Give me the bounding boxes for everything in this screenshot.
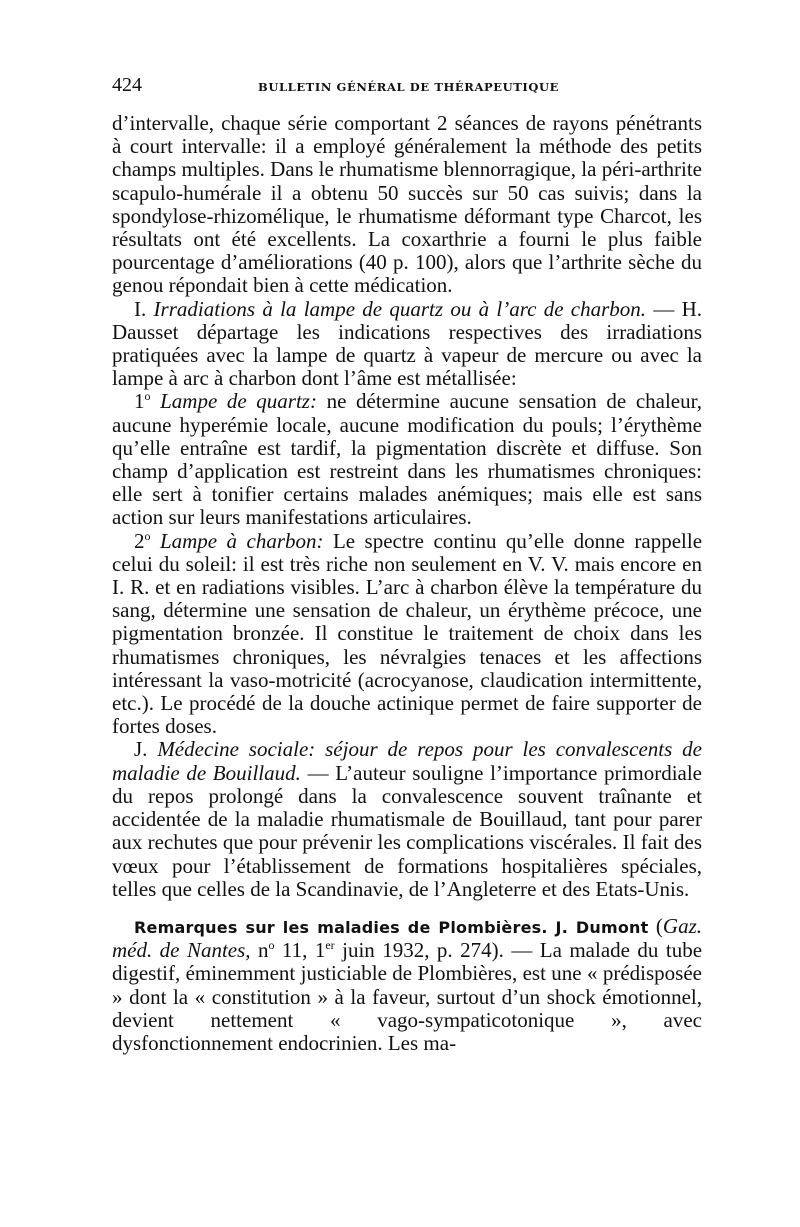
section-text: — H. Dausset départage les indications respectives des irradiations pratiquées avec la lampe de quartz à vapeur de mercure ou avec la lampe à arc à charbon dont l’âme est métallisée: [112, 296, 703, 391]
item-number-superscript: o [144, 389, 151, 404]
article-text: — La malade du tube digestif, éminemment justiciable de Plombières, est une « prédisposée » dont la « constitution » à la faveur, surtout d’un shock émotionnel, devient nettement « vago-sympaticotonique », avec dysfonctionnement endocrinien. Les ma- [112, 938, 703, 1055]
item-text: ne détermine aucune sensation de chaleur, aucune hyperémie locale, aucune modification du pouls; l’érythème qu’elle entraîne est tardif, la pigmentation discrète et diffuse. Son champ d’application est restreint dans les rhumatismes chroniques: elle sert à tonifier certains malades anémiques; mais elle est sans action sur leurs manifestations articulaires. [112, 389, 703, 530]
paragraph-text: d’intervalle, chaque série comportant 2 séances de rayons pénétrants à court intervalle: il a employé généralement la méthode des petits champs multiples. Dans le rhumatisme blennorragique, la péri-arthrite scapulo-humérale il a obtenu 50 succès sur 50 cas suivis; dans la spondylose-rhizomélique, le rhumatisme déformant type Charcot, les résultats ont été excellents. La coxarthrie a fourni le plus faible pourcentage d’améliorations (40 p. 100), alors que l’arthrite sèche du genou répondait bien à cette médication. [112, 111, 702, 298]
page-number: 424 [112, 74, 142, 96]
item-number: 1 [134, 389, 145, 414]
item-carbon-lamp [112, 530, 702, 739]
citation-date-superscript: er [325, 938, 335, 953]
citation-paren: ( [655, 913, 663, 938]
item-number-superscript: o [144, 528, 151, 543]
item-label: Lampe à charbon: [159, 528, 324, 553]
section-text: — L’auteur souligne l’importance primordiale du repos prolongé dans la convalescence souvent traînante et accidentée de la maladie rhumatismale de Bouillaud, tant pour parer aux rechutes que pour prévenir les complications viscérales. Il fait des vœux pour l’établissement de formations hospitalières spéciales, telles que celles de la Scandinavie, de l’Angleterre et des Etats-Unis. [112, 760, 703, 901]
section-heading: Irradiations à la lampe de quartz ou à l’arc de charbon. [153, 296, 647, 321]
citation-number-superscript: o [268, 938, 275, 953]
citation-date: juin 1932, p. 274). [334, 938, 504, 963]
item-text: Le spectre continu qu’elle donne rappelle celui du soleil: il est très riche non seulement en V. V. mais encore en I. R. et en radiations visibles. L’arc à charbon élève la température du sang, détermine une sensation de chaleur, un érythème précoce, une pigmentation bronzée. Il constitue le traitement de choix dans les rhumatismes chroniques, les névralgies tenaces et les affections intéressant la vaso-motricité (acrocyanose, claudication intermittente, etc.). Le procédé de la douche actinique permet de faire supporter de fortes doses. [112, 528, 703, 739]
article-plombieres [112, 915, 702, 1055]
running-head [112, 74, 702, 98]
article-title: Remarques sur les maladies de Plombières. J. Dumont [134, 917, 649, 937]
citation-date-prefix: 11, 1 [274, 938, 326, 963]
section-heading: Médecine sociale: séjour de repos pour les convalescents de maladie de Bouillaud. [112, 737, 703, 785]
section-lead: J. [134, 737, 148, 762]
item-quartz-lamp [112, 390, 702, 529]
item-number: 2 [134, 528, 145, 553]
citation-number: n [257, 938, 269, 963]
body-text [112, 112, 702, 1055]
section-i-paragraph [112, 298, 702, 391]
journal-title: BULLETIN GÉNÉRAL DE THÉRAPEUTIQUE [258, 80, 559, 94]
section-j-paragraph [112, 738, 702, 900]
section-lead: I. [134, 296, 147, 321]
citation-journal: Gaz. méd. de Nantes, [112, 913, 703, 963]
paragraph-radiotherapy-results [112, 112, 702, 298]
item-label: Lampe de quartz: [160, 389, 317, 414]
